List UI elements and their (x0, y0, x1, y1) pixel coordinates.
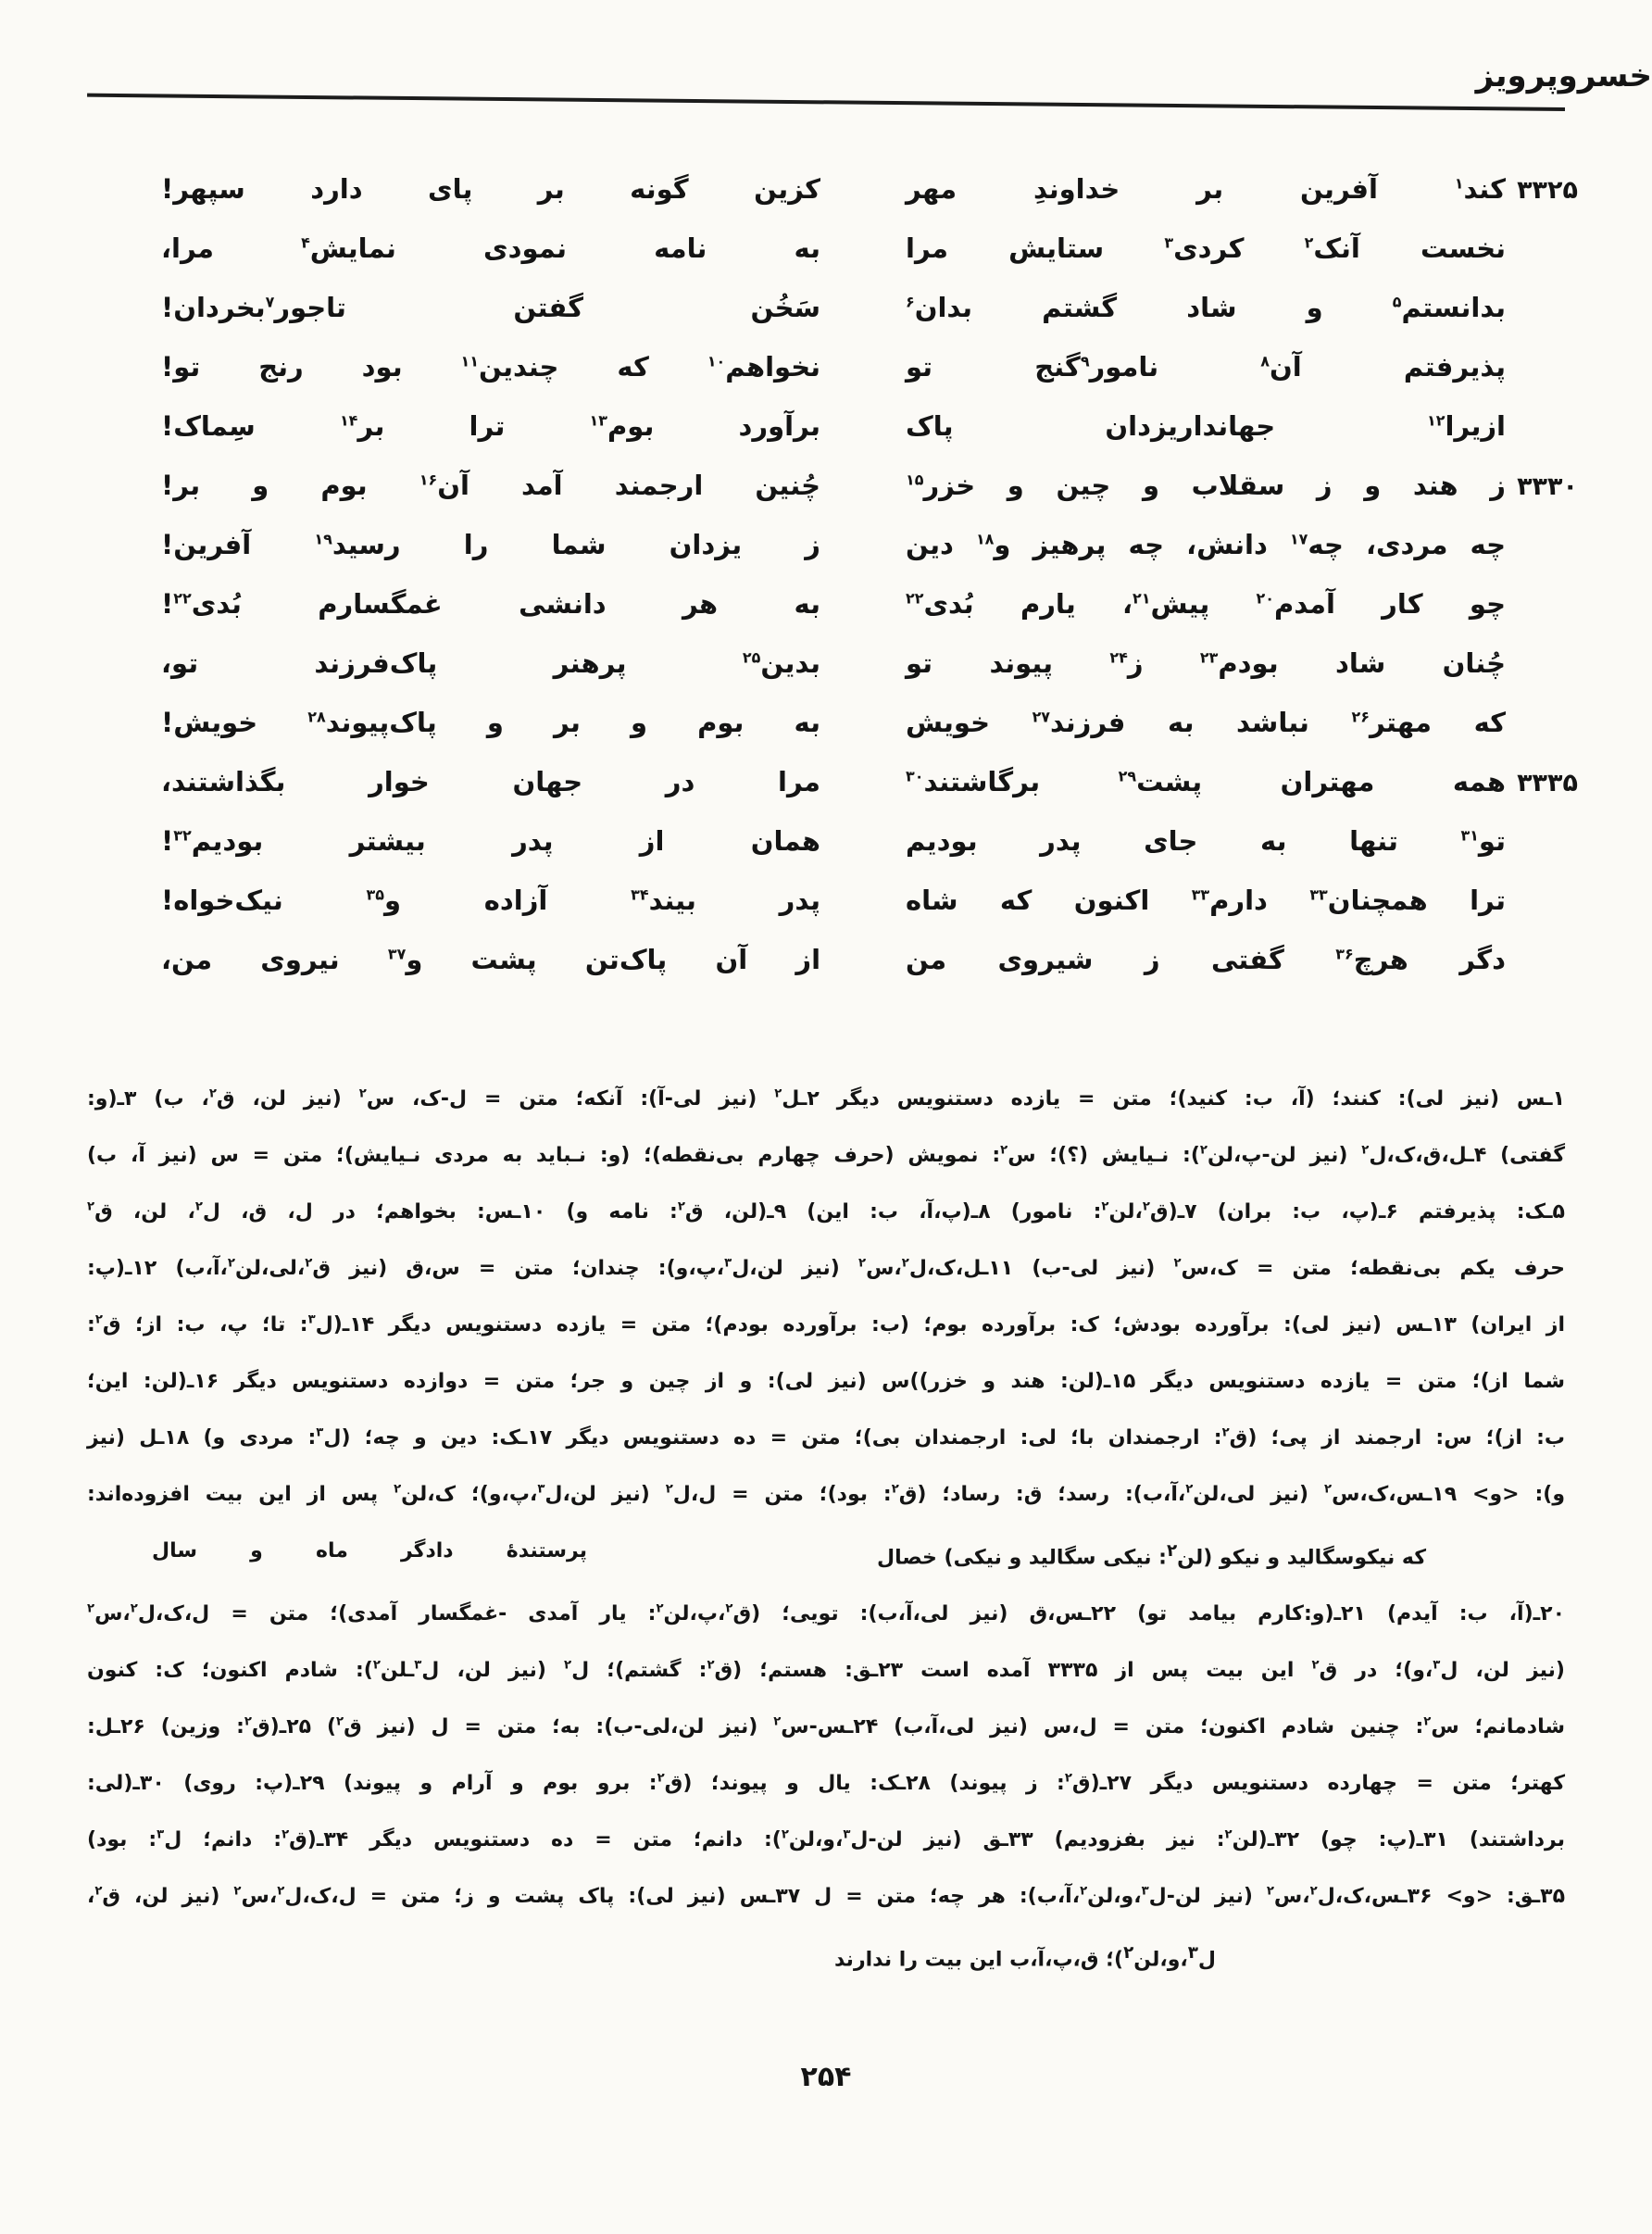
hemistich-right: که مهتر$^{۲۶}$ نباشد به فرزند$^{۲۷}$ خویش (906, 707, 1507, 738)
verse-number: ۳۳۳۵ (1517, 769, 1578, 797)
footnote-verse-left: پرستندهٔ دادگر ماه و سال (152, 1539, 587, 1563)
footnote-line: ۲۰ـ(آ، ب: آیدم) ۲۱ـ(و:کارم بیامد تو) ۲۲ـس،ق (نیز لی،آ،ب): تویی؛ (ق$^۲$،پ،لن$^۲$: یار آمدی -غمگسار آمدی)؛ متن = ل،ک،ل$^۲$،س$^۲$ (87, 1602, 1565, 1626)
verse-row (157, 337, 1578, 396)
hemistich-left: از آن پاک‌تن پشت و$^{۳۷}$ نیروی من، (161, 944, 821, 975)
hemistich-left: برآورد بوم$^{۱۳}$ ترا بر$^{۱۴}$ سِماک! (161, 410, 820, 442)
footnote-line: حرف یکم بی‌نقطه؛ متن = ک،س$^۲$ (نیز لی-ب) ۱۱ـل،ک،ل$^۲$،س$^۲$ (نیز لن،ل$^۳$،پ،و): چندان؛ متن = س،ق (نیز ق$^۲$،لی،لن$^۲$،آ،ب) ۱۲ـ(پ: (87, 1256, 1565, 1280)
footnote-line: از ایران) ۱۳ـس (نیز لی): برآورده بودش؛ ک: برآورده بوم؛ (ب: برآورده بودم)؛ متن = یازده دستنویس دیگر ۱۴ـ(ل$^۳$: تا؛ پ، ب: از؛ ق$^۲$: (87, 1312, 1565, 1337)
footnotes-block (87, 1071, 1565, 1989)
footnote-line: شما از)؛ متن = یازده دستنویس دیگر ۱۵ـ(لن: هند و خزر))س (نیز لی): و از چین و جر؛ متن = دوازده دستنویس دیگر ۱۶ـ(لن: این؛ (87, 1370, 1566, 1393)
footnote-line: ب: از)؛ س: ارجمند از پی؛ (ق$^۲$: ارجمندان با؛ لی: ارجمندان بی)؛ متن = ده دستنویس دیگر ۱۷ـک: دین و چه؛ (ل$^۳$: مردی و) ۱۸ـل (نیز (87, 1425, 1566, 1450)
verse-row (157, 396, 1578, 456)
hemistich-left: سَخُن گفتن تاجور$^۷$بخردان! (161, 292, 820, 323)
poem-block (157, 159, 1578, 989)
verse-row (157, 456, 1578, 515)
footnote-line: کهتر؛ متن = چهارده دستنویس دیگر ۲۷ـ(ق$^۲$: ز پیوند) ۲۸ـک: یال و پیوند؛ (ق$^۲$: برو بوم و آرام و پیوند) ۲۹ـ(پ: روی) ۳۰ـ(لی: (87, 1772, 1565, 1796)
hemistich-right: چو کار آمدم$^{۲۰}$ پیش$^{۲۱}$، یارم بُدی$^{۲۲}$ (906, 588, 1507, 620)
footnote-line: ۵ـک: پذیرفتم ۶ـ(پ، ب: بران) ۷ـ(ق$^۲$،لن$^۲$: نامور) ۸ـ(پ،آ، ب: این) ۹ـ(لن، ق$^۲$: نامه و) ۱۰ـس: بخواهم؛ در ل، ق، ل$^۲$، لن، ق$^۲$ (87, 1199, 1565, 1224)
hemistich-left: به هر دانشی غمگسارم بُدی$^{۲۲}$! (161, 588, 820, 620)
footnote-line: گفتی) ۴ـل،ق،ک،ل$^۲$ (نیز لن-پ،لن$^۲$): نـیایش (؟)؛ س$^۲$: نمویش (حرف چهارم بی‌نقطه)؛ (و: نـباید به مردی نـیایش)؛ متن = س (نیز آ، ب) (87, 1143, 1566, 1167)
hemistich-left: بدین$^{۲۵}$ پرهنر پاک‌فرزند تو، (161, 647, 820, 679)
chapter-title: خسروپرویز (1475, 57, 1652, 94)
hemistich-right: بدانستم$^۵$ و شاد گشتم بدان$^۶$ (906, 292, 1506, 323)
hemistich-right: چُنان شاد بودم$^{۲۳}$ ز$^{۲۴}$ پیوند تو (906, 647, 1507, 679)
verse-row (157, 871, 1578, 930)
footnote-line: برداشتند) ۳۱ـ(پ: چو) ۳۲ـ(لن$^۲$: نیز بفزودیم) ۳۳ـق (نیز لن-ل$^۳$،و،لن$^۲$): دانم؛ متن = ده دستنویس دیگر ۳۴ـ(ق$^۲$: دانم؛ ل$^۳$: بود) (87, 1828, 1566, 1852)
footnote-line: و): <و> ۱۹ـس،ک،س$^۲$ (نیز لی،لن$^۲$،آ،ب): رسد؛ ق: رساد؛ (ق$^۲$: بود)؛ متن = ل،ل$^۲$ (نیز لن،ل$^۳$،پ،و)؛ ک،لن$^۲$ پس از این بیت افزوده‌اند: (87, 1482, 1566, 1506)
hemistich-left: مرا در جهان خوار بگذاشتند، (161, 766, 820, 797)
hemistich-right: ز هند و ز سقلاب و چین و خزر$^{۱۵}$ (906, 470, 1506, 501)
verse-row (157, 693, 1578, 752)
verse-row (157, 930, 1578, 989)
hemistich-right: دگر هرچ$^{۳۶}$ گفتی ز شیروی من (906, 944, 1506, 975)
hemistich-right: نخست آنک$^۲$ کردی$^۳$ ستایش مرا (906, 232, 1506, 264)
hemistich-left: چُنین ارجمند آمد آن$^{۱۶}$ بوم و بر! (161, 470, 821, 501)
hemistich-left: نخواهم$^{۱۰}$ که چندین$^{۱۱}$ بود رنج تو! (161, 351, 820, 383)
verse-row (157, 634, 1578, 693)
hemistich-right: ازیرا$^{۱۲}$ جهانداریزدان پاک (906, 410, 1506, 442)
footnote-line: شادمانم؛ س$^۲$: چنین شادم اکنون؛ متن = ل،س (نیز لی،آ،ب) ۲۴ـس-س$^۲$ (نیز لن،لی-ب): به؛ متن = ل (نیز ق$^۲$) ۲۵ـ(ق$^۲$: وزین) ۲۶ـل: (87, 1715, 1565, 1739)
hemistich-right: کند$^۱$ آفرین بر خداوندِ مهر (906, 173, 1506, 205)
page-header (0, 0, 1652, 94)
hemistich-left: به نامه نمودی نمایش$^۴$ مرا، (161, 232, 820, 264)
hemistich-left: ز یزدان شما را رسید$^{۱۹}$ آفرین! (161, 529, 820, 560)
hemistich-left: همان از پدر بیشتر بودیم$^{۳۲}$! (161, 825, 820, 857)
verse-number: ۳۳۲۵ (1517, 176, 1578, 205)
verse-row (157, 219, 1578, 278)
verse-row (157, 811, 1578, 871)
verse-row (157, 159, 1578, 219)
hemistich-right: پذیرفتم آن$^۸$ نامور$^۹$گنج تو (906, 351, 1506, 383)
hemistich-left: به بوم و بر و پاک‌پیوند$^{۲۸}$ خویش! (161, 707, 820, 738)
verse-number: ۳۳۳۰ (1517, 472, 1578, 501)
footnote-verse-right: که نیکوسگالید و نیکو (لن$^۲$: نیکی سگالید و نیکی) خصال (877, 1541, 1426, 1570)
verse-row (157, 515, 1578, 574)
hemistich-right: تو$^{۳۱}$ تنها به جای پدر بودیم (906, 825, 1506, 857)
footnote-inserted-verse (87, 1523, 1565, 1586)
verse-row (157, 574, 1578, 634)
verse-row (157, 752, 1578, 811)
hemistich-right: همه مهتران پشت$^{۲۹}$ برگاشتند$^{۳۰}$ (906, 766, 1506, 797)
page-number: ۲۵۴ (800, 2060, 852, 2093)
hemistich-right: ترا همچنان$^{۳۳}$ دارم$^{۳۳}$ اکنون که شاه (906, 885, 1506, 916)
footnote-line: ۱ـس (نیز لی): کنند؛ (آ، ب: کنید)؛ متن = یازده دستنویس دیگر ۲ـل$^۲$ (نیز لی-آ): آنکه؛ متن = ل-ک، س$^۲$ (نیز لن، ق$^۲$، ب) ۳ـ(و: (87, 1086, 1566, 1111)
verse-row (157, 278, 1578, 337)
footnote-line: (نیز لن، ل$^۳$،و)؛ در ق$^۲$ این بیت پس از ۳۳۳۵ آمده است ۲۳ـق: هستم؛ (ق$^۲$: گشتم)؛ ل$^۲$ (نیز لن، ل$^۳$ـلن$^۲$): شادم اکنون؛ ک: کنون (87, 1659, 1565, 1683)
header-rule (87, 94, 1565, 111)
footnote-line: ل$^۳$،و،لن$^۲$)؛ ق،پ،آ،ب این بیت را ندارند (833, 1943, 1217, 1972)
hemistich-left: کزین گونه بر پای دارد سپهر! (161, 173, 820, 205)
footnote-line: ۳۵ـق: <و> ۳۶ـس،ک،ل$^۲$،س$^۲$ (نیز لن-ل$^۳$،و،لن$^۲$،آ،ب): هر چه؛ متن = ل ۳۷ـس (نیز لی): پاک پشت و ز؛ متن = ل،ک،ل$^۲$،س$^۲$ (نیز لن، ق$^۲$، (87, 1885, 1566, 1909)
hemistich-left: پدر بیند$^{۳۴}$ آزاده و$^{۳۵}$ نیک‌خواه! (161, 885, 820, 916)
hemistich-right: چه مردی، چه$^{۱۷}$ دانش، چه پرهیز و$^{۱۸}$ دین (906, 529, 1506, 560)
